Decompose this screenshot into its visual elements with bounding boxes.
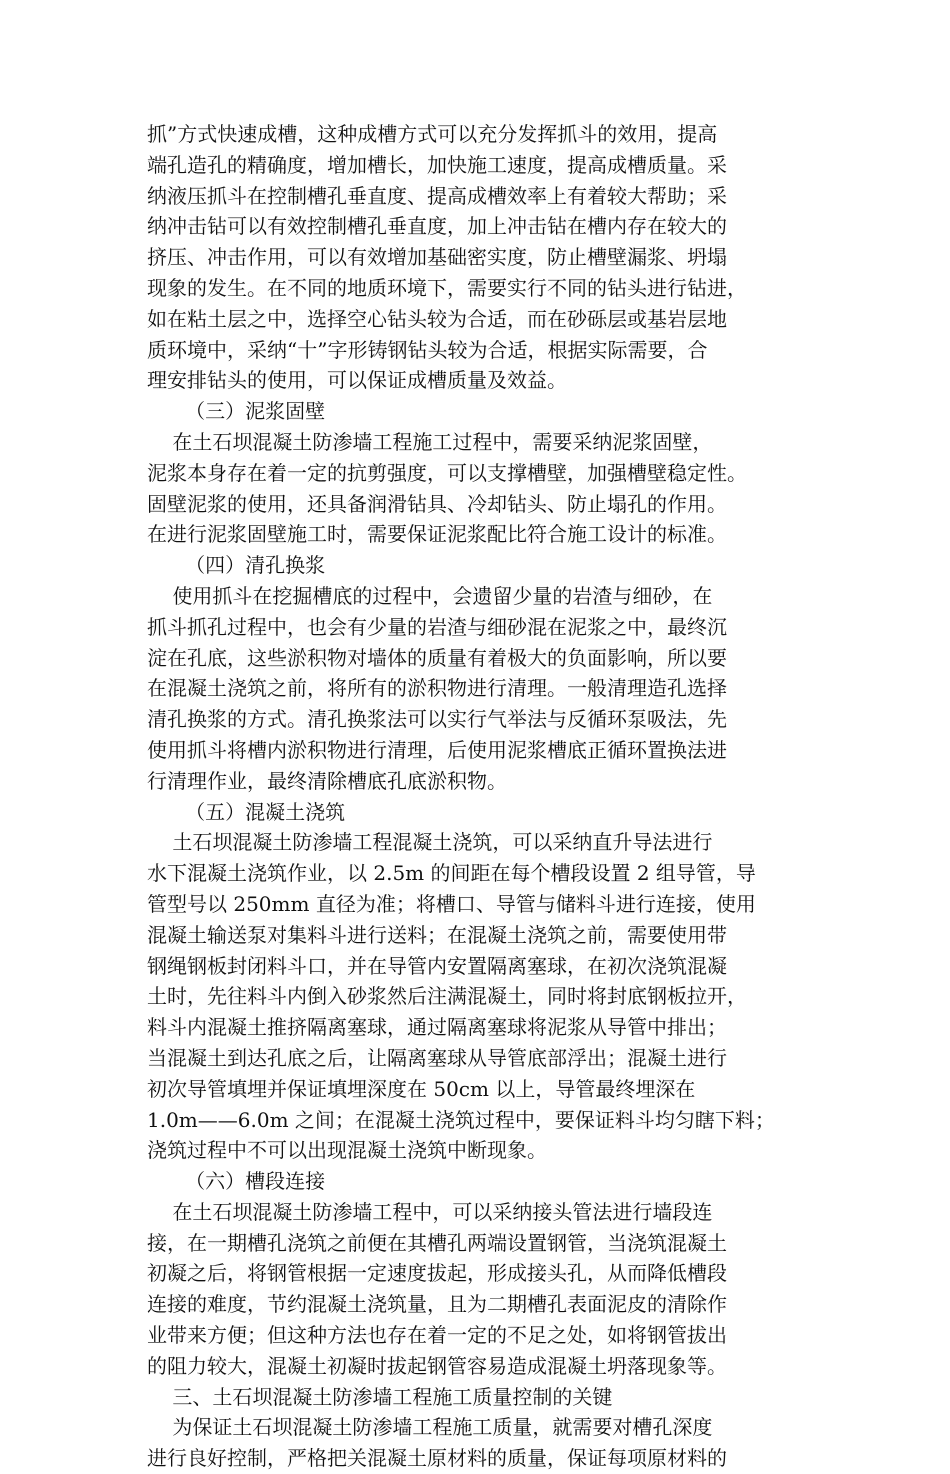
text-line: 管型号以 250mm 直径为准；将槽口、导管与储料斗进行连接，使用 <box>147 891 756 916</box>
text-line: 泥浆本身存在着一定的抗剪强度，可以支撑槽壁，加强槽壁稳定性。 <box>147 460 747 485</box>
text-line: 淀在孔底，这些淤积物对墙体的质量有着极大的负面影响，所以要 <box>147 645 727 670</box>
text-line: 现象的发生。在不同的地质环境下，需要实行不同的钻头进行钻进， <box>147 275 747 300</box>
text-line: 进行良好控制，严格把关混凝土原材料的质量，保证每项原材料的 <box>147 1446 727 1471</box>
text-line: （六）槽段连接 <box>147 1169 326 1194</box>
text-line: 土时，先往料斗内倒入砂浆然后注满混凝土，同时将封底钢板拉开， <box>147 984 747 1009</box>
text-line: 纳冲击钻可以有效控制槽孔垂直度，加上冲击钻在槽内存在较大的 <box>147 214 727 239</box>
text-line: 在进行泥浆固壁施工时，需要保证泥浆配比符合施工设计的标准。 <box>147 522 727 547</box>
text-line: 钢绳钢板封闭料斗口，并在导管内安置隔离塞球，在初次浇筑混凝 <box>147 953 727 978</box>
text-line: 清孔换浆的方式。清孔换浆法可以实行气举法与反循环泵吸法，先 <box>147 707 727 732</box>
text-line: 业带来方便；但这种方法也存在着一定的不足之处，如将钢管拔出 <box>147 1323 727 1348</box>
text-line: 料斗内混凝土推挤隔离塞球，通过隔离塞球将泥浆从导管中排出； <box>147 1015 727 1040</box>
text-line: 在土石坝混凝土防渗墙工程施工过程中，需要采纳泥浆固壁， <box>147 429 713 454</box>
document-page <box>147 119 807 1474</box>
text-line: 挤压、冲击作用，可以有效增加基础密实度，防止槽壁漏浆、坍塌 <box>147 245 727 270</box>
text-line: 当混凝土到达孔底之后，让隔离塞球从导管底部浮出；混凝土进行 <box>147 1045 727 1070</box>
text-line: 纳液压抓斗在控制槽孔垂直度、提高成槽效率上有着较大帮助；采 <box>147 183 727 208</box>
text-line: 混凝土输送泵对集料斗进行送料；在混凝土浇筑之前，需要使用带 <box>147 922 727 947</box>
text-line: 接，在一期槽孔浇筑之前便在其槽孔两端设置钢管，当浇筑混凝土 <box>147 1230 727 1255</box>
text-line: 理安排钻头的使用，可以保证成槽质量及效益。 <box>147 368 567 393</box>
text-line: 端孔造孔的精确度，增加槽长，加快施工速度，提高成槽质量。采 <box>147 152 727 177</box>
text-line: 1.0m——6.0m 之间；在混凝土浇筑过程中，要保证料斗均匀瞎下料； <box>147 1107 775 1132</box>
text-line: 抓斗抓孔过程中，也会有少量的岩渣与细砂混在泥浆之中，最终沉 <box>147 614 727 639</box>
text-line: 固壁泥浆的使用，还具备润滑钻具、冷却钻头、防止塌孔的作用。 <box>147 491 727 516</box>
text-line: 连接的难度，节约混凝土浇筑量，且为二期槽孔表面泥皮的清除作 <box>147 1292 727 1317</box>
text-line: 使用抓斗将槽内淤积物进行清理，后使用泥浆槽底正循环置换法进 <box>147 737 727 762</box>
text-line: 使用抓斗在挖掘槽底的过程中，会遗留少量的岩渣与细砂，在 <box>147 583 713 608</box>
text-line: 初凝之后，将钢管根据一定速度拔起，形成接头孔，从而降低槽段 <box>147 1261 727 1286</box>
text-line: 为保证土石坝混凝土防渗墙工程施工质量，就需要对槽孔深度 <box>147 1415 713 1440</box>
text-line: 质环境中，采纳“十”字形铸钢钻头较为合适，根据实际需要，合 <box>147 337 708 362</box>
text-line: 水下混凝土浇筑作业，以 2.5m 的间距在每个槽段设置 2 组导管，导 <box>147 861 756 886</box>
text-line: 抓”方式快速成槽，这种成槽方式可以充分发挥抓斗的效用，提高 <box>147 122 718 146</box>
text-line: （三）泥浆固壁 <box>147 399 326 424</box>
text-line: 的阻力较大，混凝土初凝时拔起钢管容易造成混凝土坍落现象等。 <box>147 1353 727 1378</box>
text-line: 在土石坝混凝土防渗墙工程中，可以采纳接头管法进行墙段连 <box>147 1199 713 1224</box>
text-line: （四）清孔换浆 <box>147 553 326 578</box>
text-line: 行清理作业，最终清除槽底孔底淤积物。 <box>147 768 507 793</box>
text-line: 土石坝混凝土防渗墙工程混凝土浇筑，可以采纳直升导法进行 <box>147 830 713 855</box>
text-line: 三、土石坝混凝土防渗墙工程施工质量控制的关键 <box>147 1384 613 1409</box>
text-line: 在混凝土浇筑之前，将所有的淤积物进行清理。一般清理造孔选择 <box>147 676 727 701</box>
text-line: （五）混凝土浇筑 <box>147 799 346 824</box>
text-line: 初次导管填埋并保证填埋深度在 50cm 以上，导管最终埋深在 <box>147 1076 696 1101</box>
text-line: 如在粘土层之中，选择空心钻头较为合适，而在砂砾层或基岩层地 <box>147 306 727 331</box>
text-line: 浇筑过程中不可以出现混凝土浇筑中断现象。 <box>147 1138 547 1163</box>
